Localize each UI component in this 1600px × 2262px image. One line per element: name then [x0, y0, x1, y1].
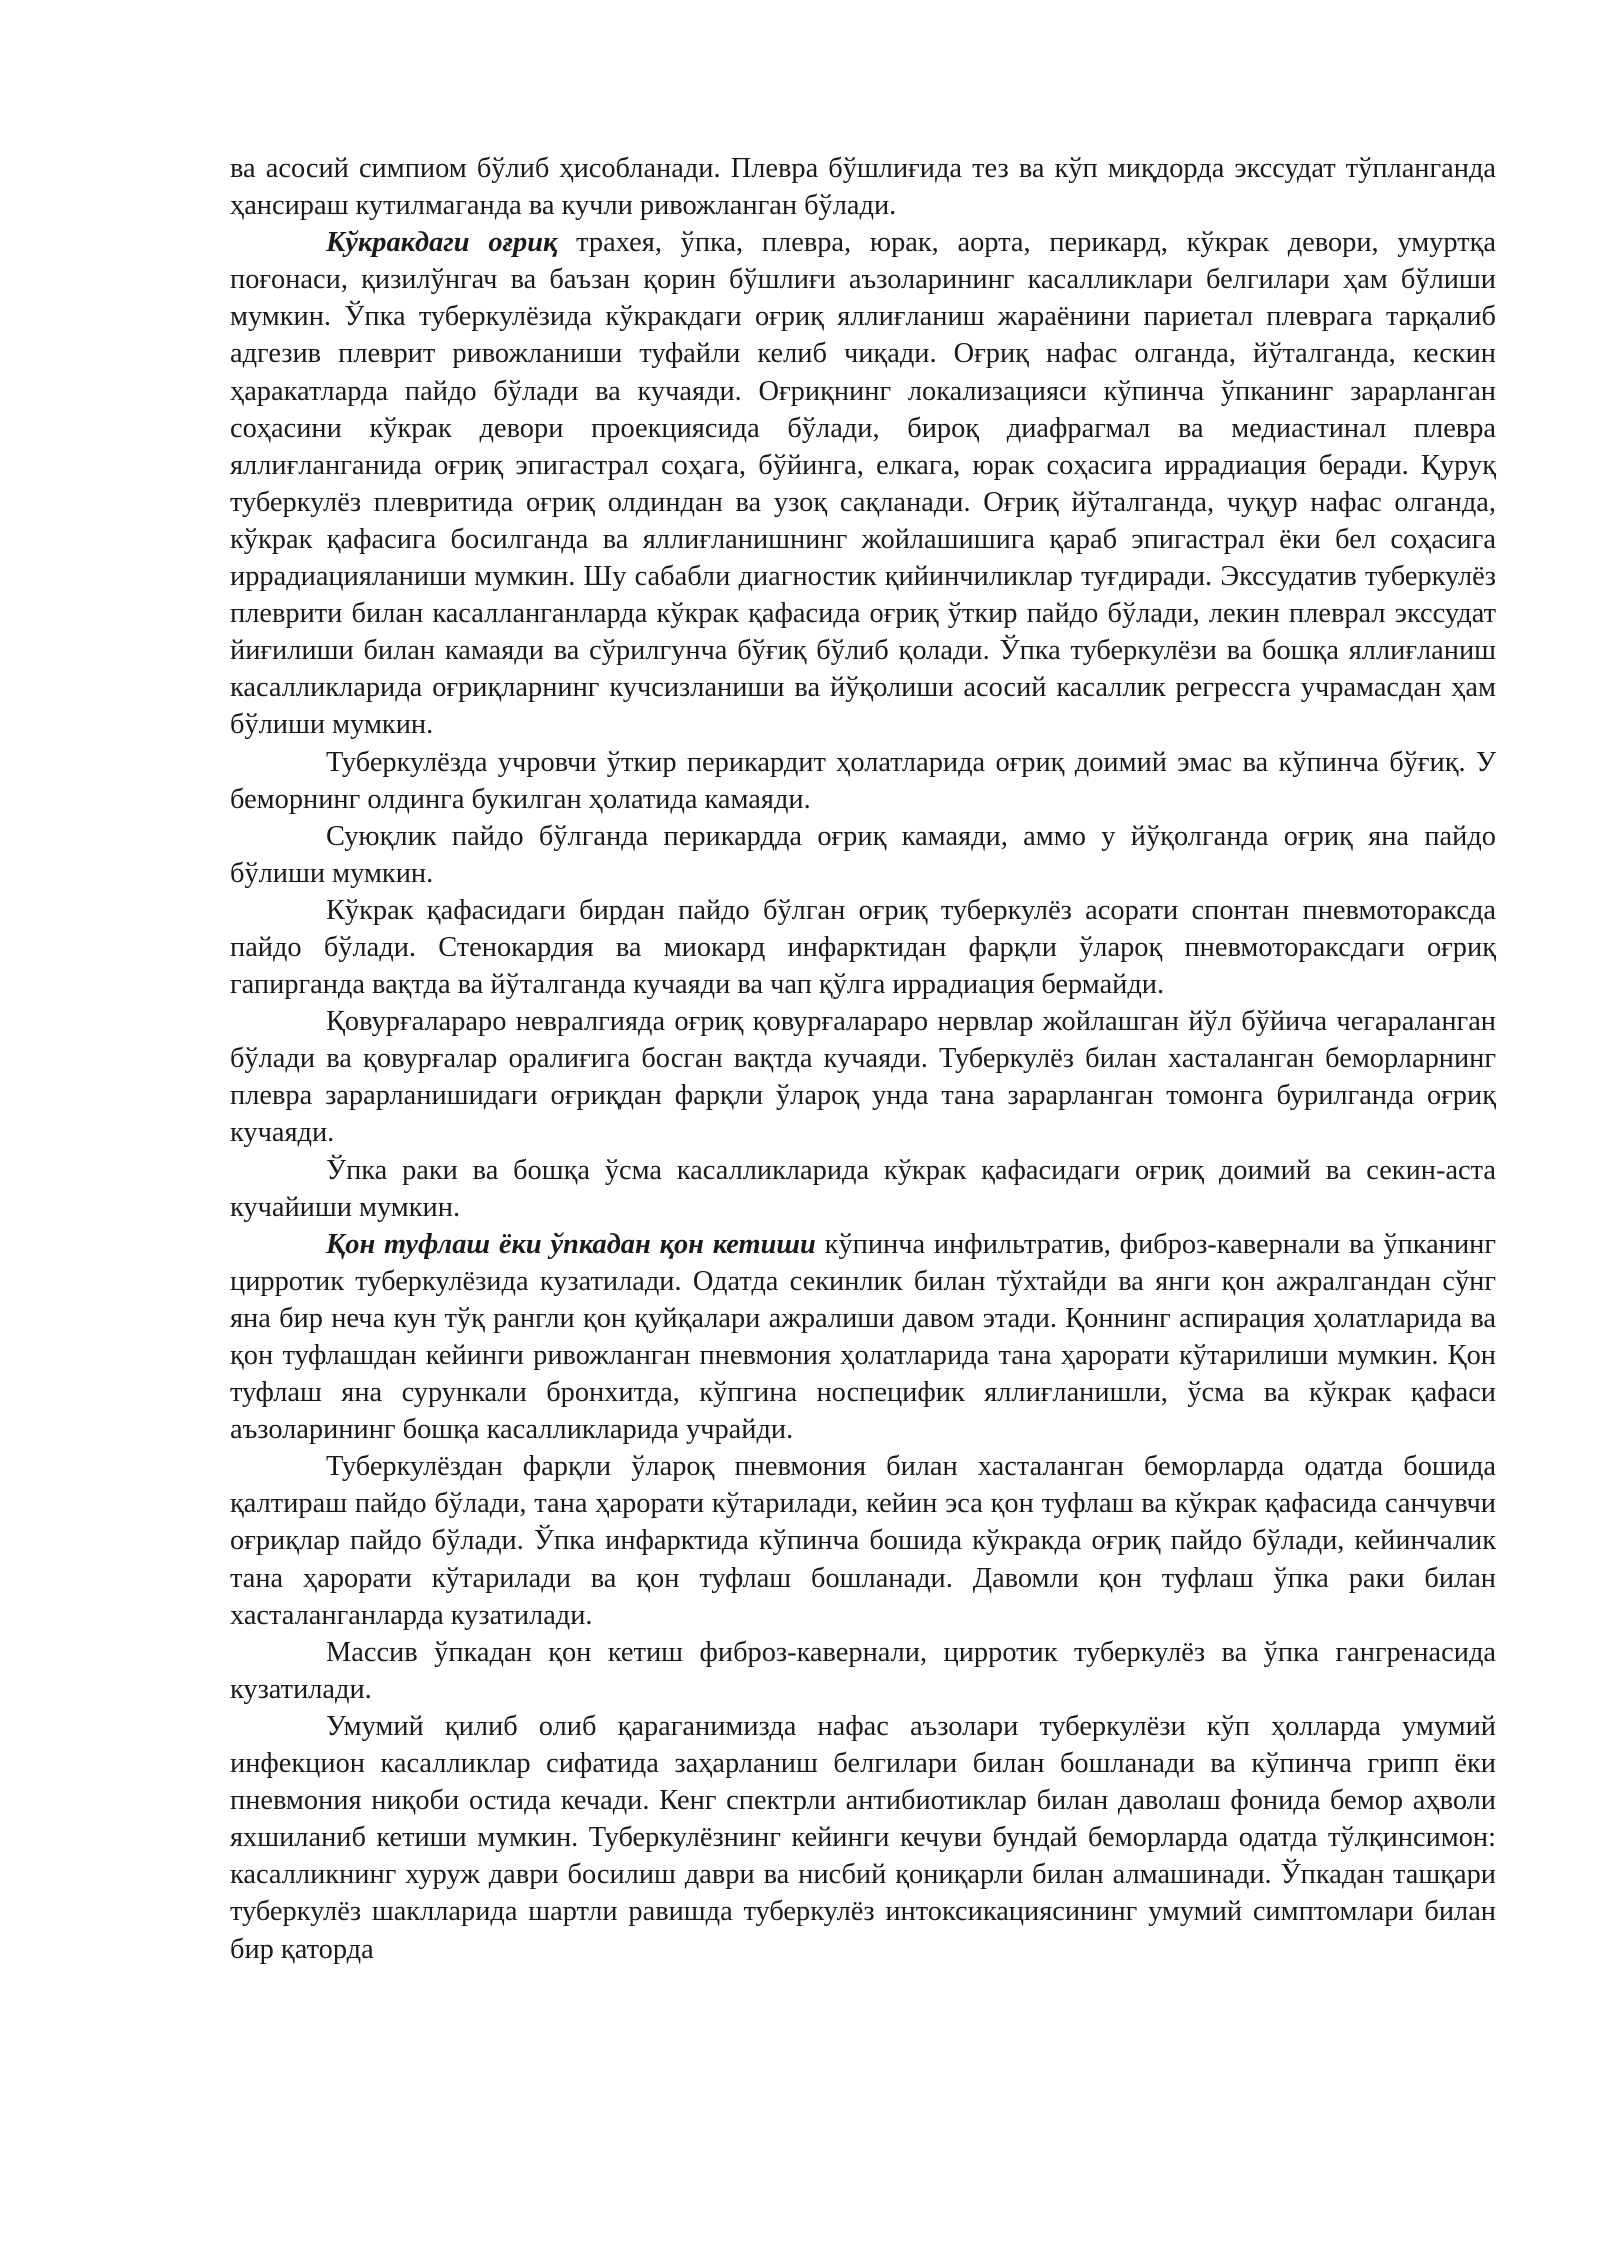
paragraph-4 [230, 818, 1496, 892]
paragraph-text: кўпинча инфильтратив, фиброз-кавернали ва ўпканинг цирротик туберкулёзида кузатилади. Одатда секинлик билан тўхтайди ва янги қон ажралгандан сўнг яна бир неча кун тўқ рангли қон қуйқалари ажралиши давом этади. Қоннинг аспирация ҳолатларида ва қон туфлашдан кейинги ривожланган пневмония ҳолатларида тана ҳарорати кўтарилиши мумкин. Қон туфлаш яна сурункали бронхитда, кўпгина носпецифик яллиғланишли, ўсма ва кўкрак қафаси аъзоларининг бошқа касалликларида учрайди. [230, 1228, 1496, 1446]
paragraph-1 [230, 150, 1496, 224]
paragraph-text: Қовурғалараро невралгияда оғриқ қовурғалараро нервлар жойлашган йўл бўйича чегараланган бўлади ва қовурғалар оралиғига босган вақтда кучаяди. Туберкулёз билан хасталанган беморларнинг плевра зарарланишидаги оғриқдан фарқли ўлароқ унда тана зарарланган томонга бурилганда оғриқ кучаяди. [230, 1006, 1496, 1149]
paragraph-text: трахея, ўпка, плевра, юрак, аорта, перикард, кўкрак девори, умуртқа поғонаси, қизилўнгач ва баъзан қорин бўшлиғи аъзоларининг касалликлари белгилари ҳам бўлиши мумкин. Ўпка туберкулёзида кўкракдаги оғриқ яллиғланиш жараёнини париетал плеврага тарқалиб адгезив плеврит ривожланиши туфайли келиб чиқади. Оғриқ нафас олганда, йўталганда, кескин ҳаракатларда пайдо бўлади ва кучаяди. Оғриқнинг локализацияси кўпинча ўпканинг зарарланган соҳасини кўкрак девори проекциясида бўлади, бироқ диафрагмал ва медиастинал плевра яллиғланганида оғриқ эпигастрал соҳага, бўйинга, елкага, юрак соҳасига иррадиация беради. Қуруқ туберкулёз плевритида оғриқ олдиндан ва узоқ сақланади. Оғриқ йўталганда, чуқур нафас олганда, кўкрак қафасига босилганда ва яллиғланишнинг жойлашишига қараб эпигастрал ёки бел соҳасига иррадиацияланиши мумкин. Шу сабабли диагностик қийинчиликлар туғдиради. Экссудатив туберкулёз плеврити билан касалланганларда кўкрак қафасида оғриқ ўткир пайдо бўлади, лекин плеврал экссудат йиғилиши билан камаяди ва сўрилгунча бўғиқ бўлиб қолади. Ўпка туберкулёзи ва бошқа яллиғланиш касалликларида оғриқларнинг кучсизланиши ва йўқолиши асосий касаллик регрессга учрамасдан ҳам бўлиши мумкин. [230, 227, 1496, 741]
paragraph-text: Туберкулёздан фарқли ўлароқ пневмония билан хасталанган беморларда одатда бошида қалтираш пайдо бўлади, тана ҳарорати кўтарилади, кейин эса қон туфлаш ва кўкрак қафасида санчувчи оғриқлар пайдо бўлади. Ўпка инфарктида кўпинча бошида кўкракда оғриқ пайдо бўлади, кейинчалик тана ҳарорати кўтарилади ва қон туфлаш бошланади. Давомли қон туфлаш ўпка раки билан хасталанганларда кузатилади. [230, 1451, 1496, 1631]
paragraph-2 [230, 224, 1496, 743]
paragraph-8 [230, 1226, 1496, 1449]
paragraph-text: Ўпка раки ва бошқа ўсма касалликларида кўкрак қафасидаги оғриқ доимий ва секин-аста кучайиши мумкин. [230, 1154, 1496, 1223]
paragraph-text: Туберкулёзда учровчи ўткир перикардит ҳолатларида оғриқ доимий эмас ва кўпинча бўғиқ. У беморнинг олдинга букилган ҳолатида камаяди. [230, 746, 1496, 815]
term-hemoptysis: Қон туфлаш ёки ўпкадан қон кетиши [326, 1228, 816, 1260]
paragraph-10 [230, 1634, 1496, 1708]
paragraph-3 [230, 744, 1496, 818]
paragraph-text: ва асосий симпиом бўлиб ҳисобланади. Плевра бўшлиғида тез ва кўп миқдорда экссудат тўпланганда ҳансираш кутилмаганда ва кучли ривожланган бўлади. [230, 153, 1496, 222]
document-page [230, 150, 1496, 1968]
paragraph-11 [230, 1708, 1496, 1968]
paragraph-text: Кўкрак қафасидаги бирдан пайдо бўлган оғриқ туберкулёз асорати спонтан пневмотораксда пайдо бўлади. Стенокардия ва миокард инфарктидан фарқли ўлароқ пневмотораксдаги оғриқ гапирганда вақтда ва йўталганда кучаяди ва чап қўлга иррадиация бермайди. [230, 894, 1496, 1001]
paragraph-6 [230, 1003, 1496, 1151]
paragraph-9 [230, 1448, 1496, 1633]
paragraph-text: Суюқлик пайдо бўлганда перикардда оғриқ камаяди, аммо у йўқолганда оғриқ яна пайдо бўлиши мумкин. [230, 820, 1496, 889]
term-chest-pain: Кўкракдаги оғриқ [326, 227, 558, 259]
paragraph-text: Умумий қилиб олиб қараганимизда нафас аъзолари туберкулёзи кўп ҳолларда умумий инфекцион касалликлар сифатида заҳарланиш белгилари билан бошланади ва кўпинча грипп ёки пневмония ниқоби остида кечади. Кенг спектрли антибиотиклар билан даволаш фонида бемор аҳволи яхшиланиб кетиши мумкин. Туберкулёзнинг кейинги кечуви бундай беморларда одатда тўлқинсимон: касалликнинг хуруж даври босилиш даври ва нисбий қониқарли билан алмашинади. Ўпкадан ташқари туберкулёз шаклларида шартли равишда туберкулёз интоксикациясининг умумий симптомлари билан бир қаторда [230, 1710, 1496, 1965]
paragraph-5 [230, 892, 1496, 1003]
paragraph-text: Массив ўпкадан қон кетиш фиброз-кавернали, цирротик туберкулёз ва ўпка гангренасида кузатилади. [230, 1636, 1496, 1705]
paragraph-7 [230, 1152, 1496, 1226]
